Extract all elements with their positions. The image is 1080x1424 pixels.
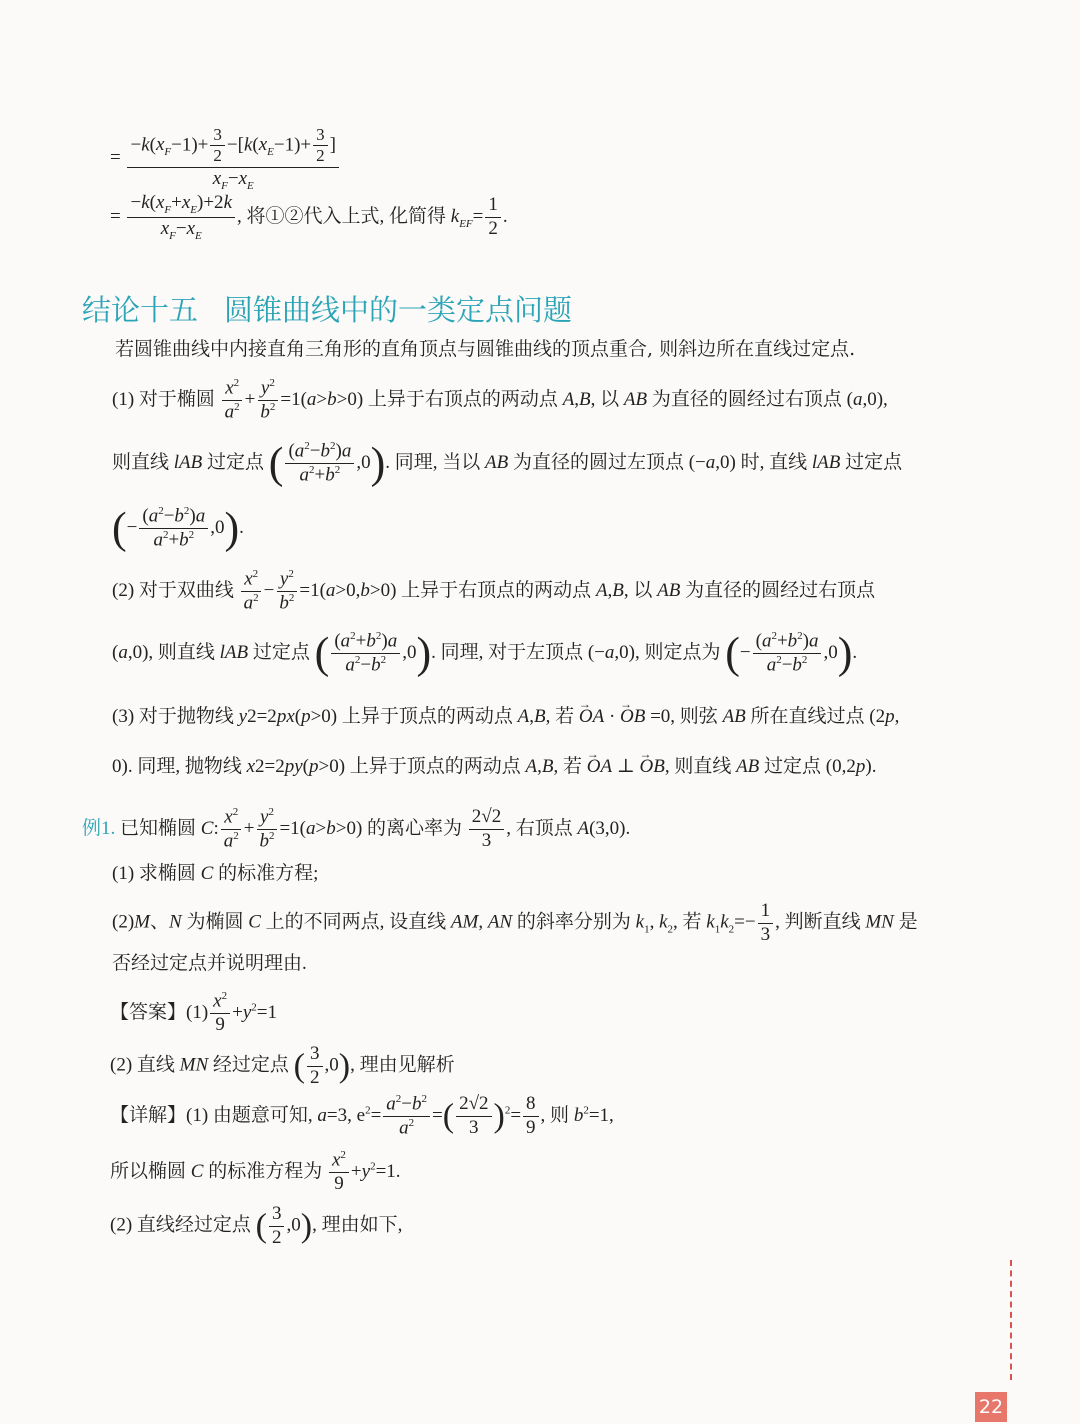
example-1-question-2-cont: 否经过定点并说明理由. xyxy=(112,953,307,974)
conclusion-1-line-2: 则直线 lAB 过定点 ( $\frac{(a^2-b^2)a}{a^2+b^2}$ ,0). 同理, 当以 AB 为直径的圆过左顶点 (−a,0) 时, 直线 lAB 过定点 xyxy=(112,438,903,488)
answer-line-2: (2) 直线 MN 经过定点 ( $\frac{3}{2}$ ,0), 理由见解析 xyxy=(110,1043,455,1088)
conclusion-2-line-1: (2) 对于双曲线 $\frac{x^2}{a^2}$ − $\frac{y^2}{b^2}$ =1(a>0,b>0) 上异于右顶点的两动点 A,B, 以 AB 为直径的圆经过右顶点 xyxy=(112,568,876,614)
conclusion-3-line-2: 0). 同理, 抛物线 x2=2py(p>0) 上异于顶点的两动点 A,B, 若 → OA ⊥ → OB, 则直线 AB 过定点 (0,2p). xyxy=(112,757,876,776)
example-1-question-2: (2)M、N 为椭圆 C 上的不同两点, 设直线 AM, AN 的斜率分别为 $k_1$, $k_2$, 若 $k_1k_2=-$ $\frac{1}{3}$ , 判断直线 MN 是 xyxy=(112,900,918,945)
example-1-question-1: (1) 求椭圆 C 的标准方程; xyxy=(112,863,319,884)
conclusion-1-line-1: (1) 对于椭圆 $\frac{x^2}{a^2}$ + $\frac{y^2}{b^2}$ =1(a>b>0) 上异于右顶点的两动点 A,B, 以 AB 为直径的圆经过右顶点 (a,0), xyxy=(112,377,888,423)
conclusion-1-line-3: (− $\frac{(a^2-b^2)a}{a^2+b^2}$ ,0). xyxy=(112,503,244,553)
margin-dashed-line xyxy=(1010,1260,1012,1380)
intro-text: 若圆锥曲线中内接直角三角形的直角顶点与圆锥曲线的顶点重合, 则斜边所在直线过定点. xyxy=(115,338,856,360)
conclusion-2-line-2: (a,0), 则直线 lAB 过定点 ( $\frac{(a^2+b^2)a}{a^2-b^2}$ ,0). 同理, 对于左顶点 (−a,0), 则定点为 (− $\frac{(a^2+b^2)a}{a^2-b^2}$ ,0). xyxy=(112,628,858,678)
detail-line-2: 所以椭圆 C 的标准方程为 $\frac{x^2}{9}$ $+y^2=1$. xyxy=(110,1149,401,1195)
page-number: 22 xyxy=(975,1392,1007,1422)
detail-line-3: (2) 直线经过定点 ( $\frac{3}{2}$ ,0), 理由如下, xyxy=(110,1203,403,1248)
answer-line-1: 【答案】(1) $\frac{x^2}{9}$ $+y^2=1$ xyxy=(110,990,277,1036)
derivation-line-2: = $\frac{-k(x_F+x_E)+2k}{x_F-x_E}$ , 将①②代入上式, 化简得 $k_{EF}=$ $\frac{1}{2}$ . xyxy=(110,192,508,242)
section-heading: 结论十五 圆锥曲线中的一类定点问题 xyxy=(82,293,573,327)
derivation-line-1: = $-k(x_F-1)+$ $\frac{3}{2}$ $-[k(x_E-1)+$ $\frac{3}{2}$ ] $x_F-x_E$ xyxy=(110,125,341,193)
detail-line-1: 【详解】(1) 由题意可知, a=3, $e^2=$ $\frac{a^2-b^2}{a^2}$ =( $\frac{2√2}{3}$ )$^2$= $\frac{8}{9}$ , 则 $b^2=1$, xyxy=(110,1093,614,1139)
example-1-statement: 例1. 已知椭圆 C: $\frac{x^2}{a^2}$ + $\frac{y^2}{b^2}$ =1(a>b>0) 的离心率为 $\frac{2√2}{3}$ , 右顶点 A(3,0). xyxy=(82,806,631,852)
conclusion-3-line-1: (3) 对于抛物线 y2=2px(p>0) 上异于顶点的两动点 A,B, 若 → OA · → OB =0, 则弦 AB 所在直线过点 (2p, xyxy=(112,707,899,726)
